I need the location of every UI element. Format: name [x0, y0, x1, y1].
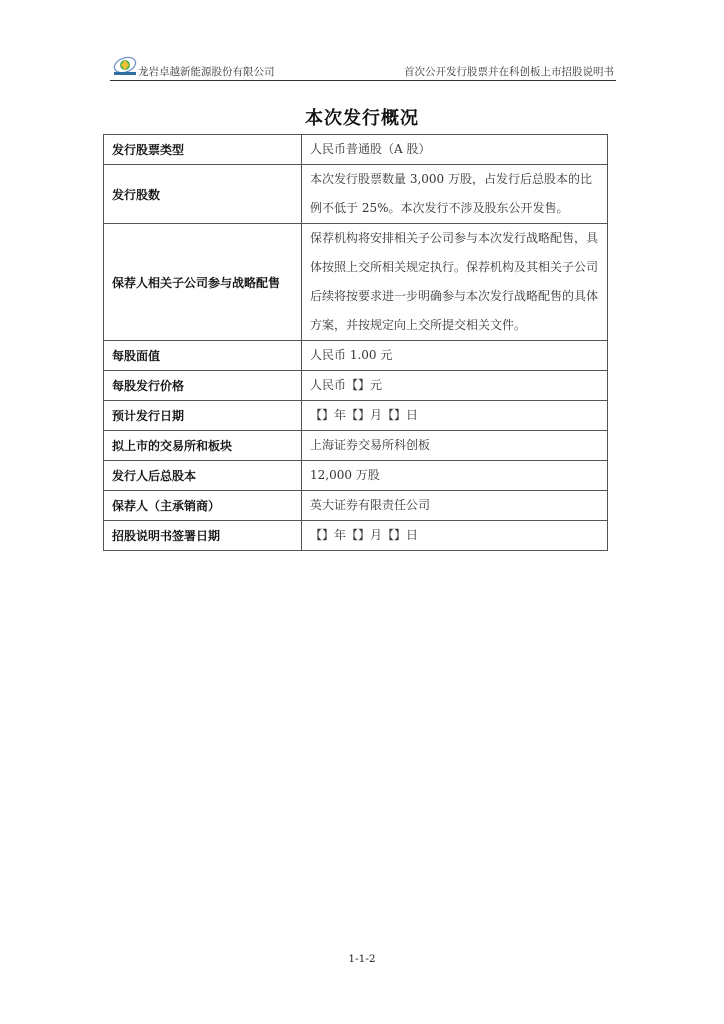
row-label: 保荐人相关子公司参与战略配售 [104, 224, 302, 341]
row-value: 人民币普通股（A 股） [302, 135, 608, 165]
row-value: 【】年【】月【】日 [302, 521, 608, 551]
page-title: 本次发行概况 [305, 108, 419, 129]
row-value: 保荐机构将安排相关子公司参与本次发行战略配售，具体按照上交所相关规定执行。保荐机构及其相关子公司后续将按要求进一步明确参与本次发行战略配售的具体方案，并按规定向上交所提交相关文件。 [302, 224, 608, 341]
row-label: 每股发行价格 [104, 371, 302, 401]
row-value: 【】年【】月【】日 [302, 401, 608, 431]
row-label: 发行股数 [104, 165, 302, 224]
row-value: 人民币【】元 [302, 371, 608, 401]
row-label: 发行人后总股本 [104, 461, 302, 491]
row-value: 英大证券有限责任公司 [302, 491, 608, 521]
row-value: 人民币 1.00 元 [302, 341, 608, 371]
offering-overview-table [103, 134, 608, 551]
page-number: 1-1-2 [348, 953, 376, 965]
page-header [110, 54, 616, 81]
company-name: 龙岩卓越新能源股份有限公司 [138, 66, 275, 78]
row-label: 预计发行日期 [104, 401, 302, 431]
row-label: 发行股票类型 [104, 135, 302, 165]
document-title: 首次公开发行股票并在科创板上市招股说明书 [404, 66, 614, 78]
row-label: 拟上市的交易所和板块 [104, 431, 302, 461]
row-label: 招股说明书签署日期 [104, 521, 302, 551]
table-row [104, 135, 608, 165]
table-row [104, 165, 608, 224]
company-logo-icon [110, 54, 140, 78]
table-row [104, 521, 608, 551]
table-row [104, 461, 608, 491]
row-value: 上海证券交易所科创板 [302, 431, 608, 461]
table-row [104, 491, 608, 521]
row-label: 每股面值 [104, 341, 302, 371]
table-row [104, 341, 608, 371]
row-value: 本次发行股票数量 3,000 万股，占发行后总股本的比例不低于 25%。本次发行不涉及股东公开发售。 [302, 165, 608, 224]
table-row [104, 371, 608, 401]
table-row [104, 401, 608, 431]
table-row [104, 224, 608, 341]
row-value: 12,000 万股 [302, 461, 608, 491]
table-row [104, 431, 608, 461]
row-label: 保荐人（主承销商） [104, 491, 302, 521]
